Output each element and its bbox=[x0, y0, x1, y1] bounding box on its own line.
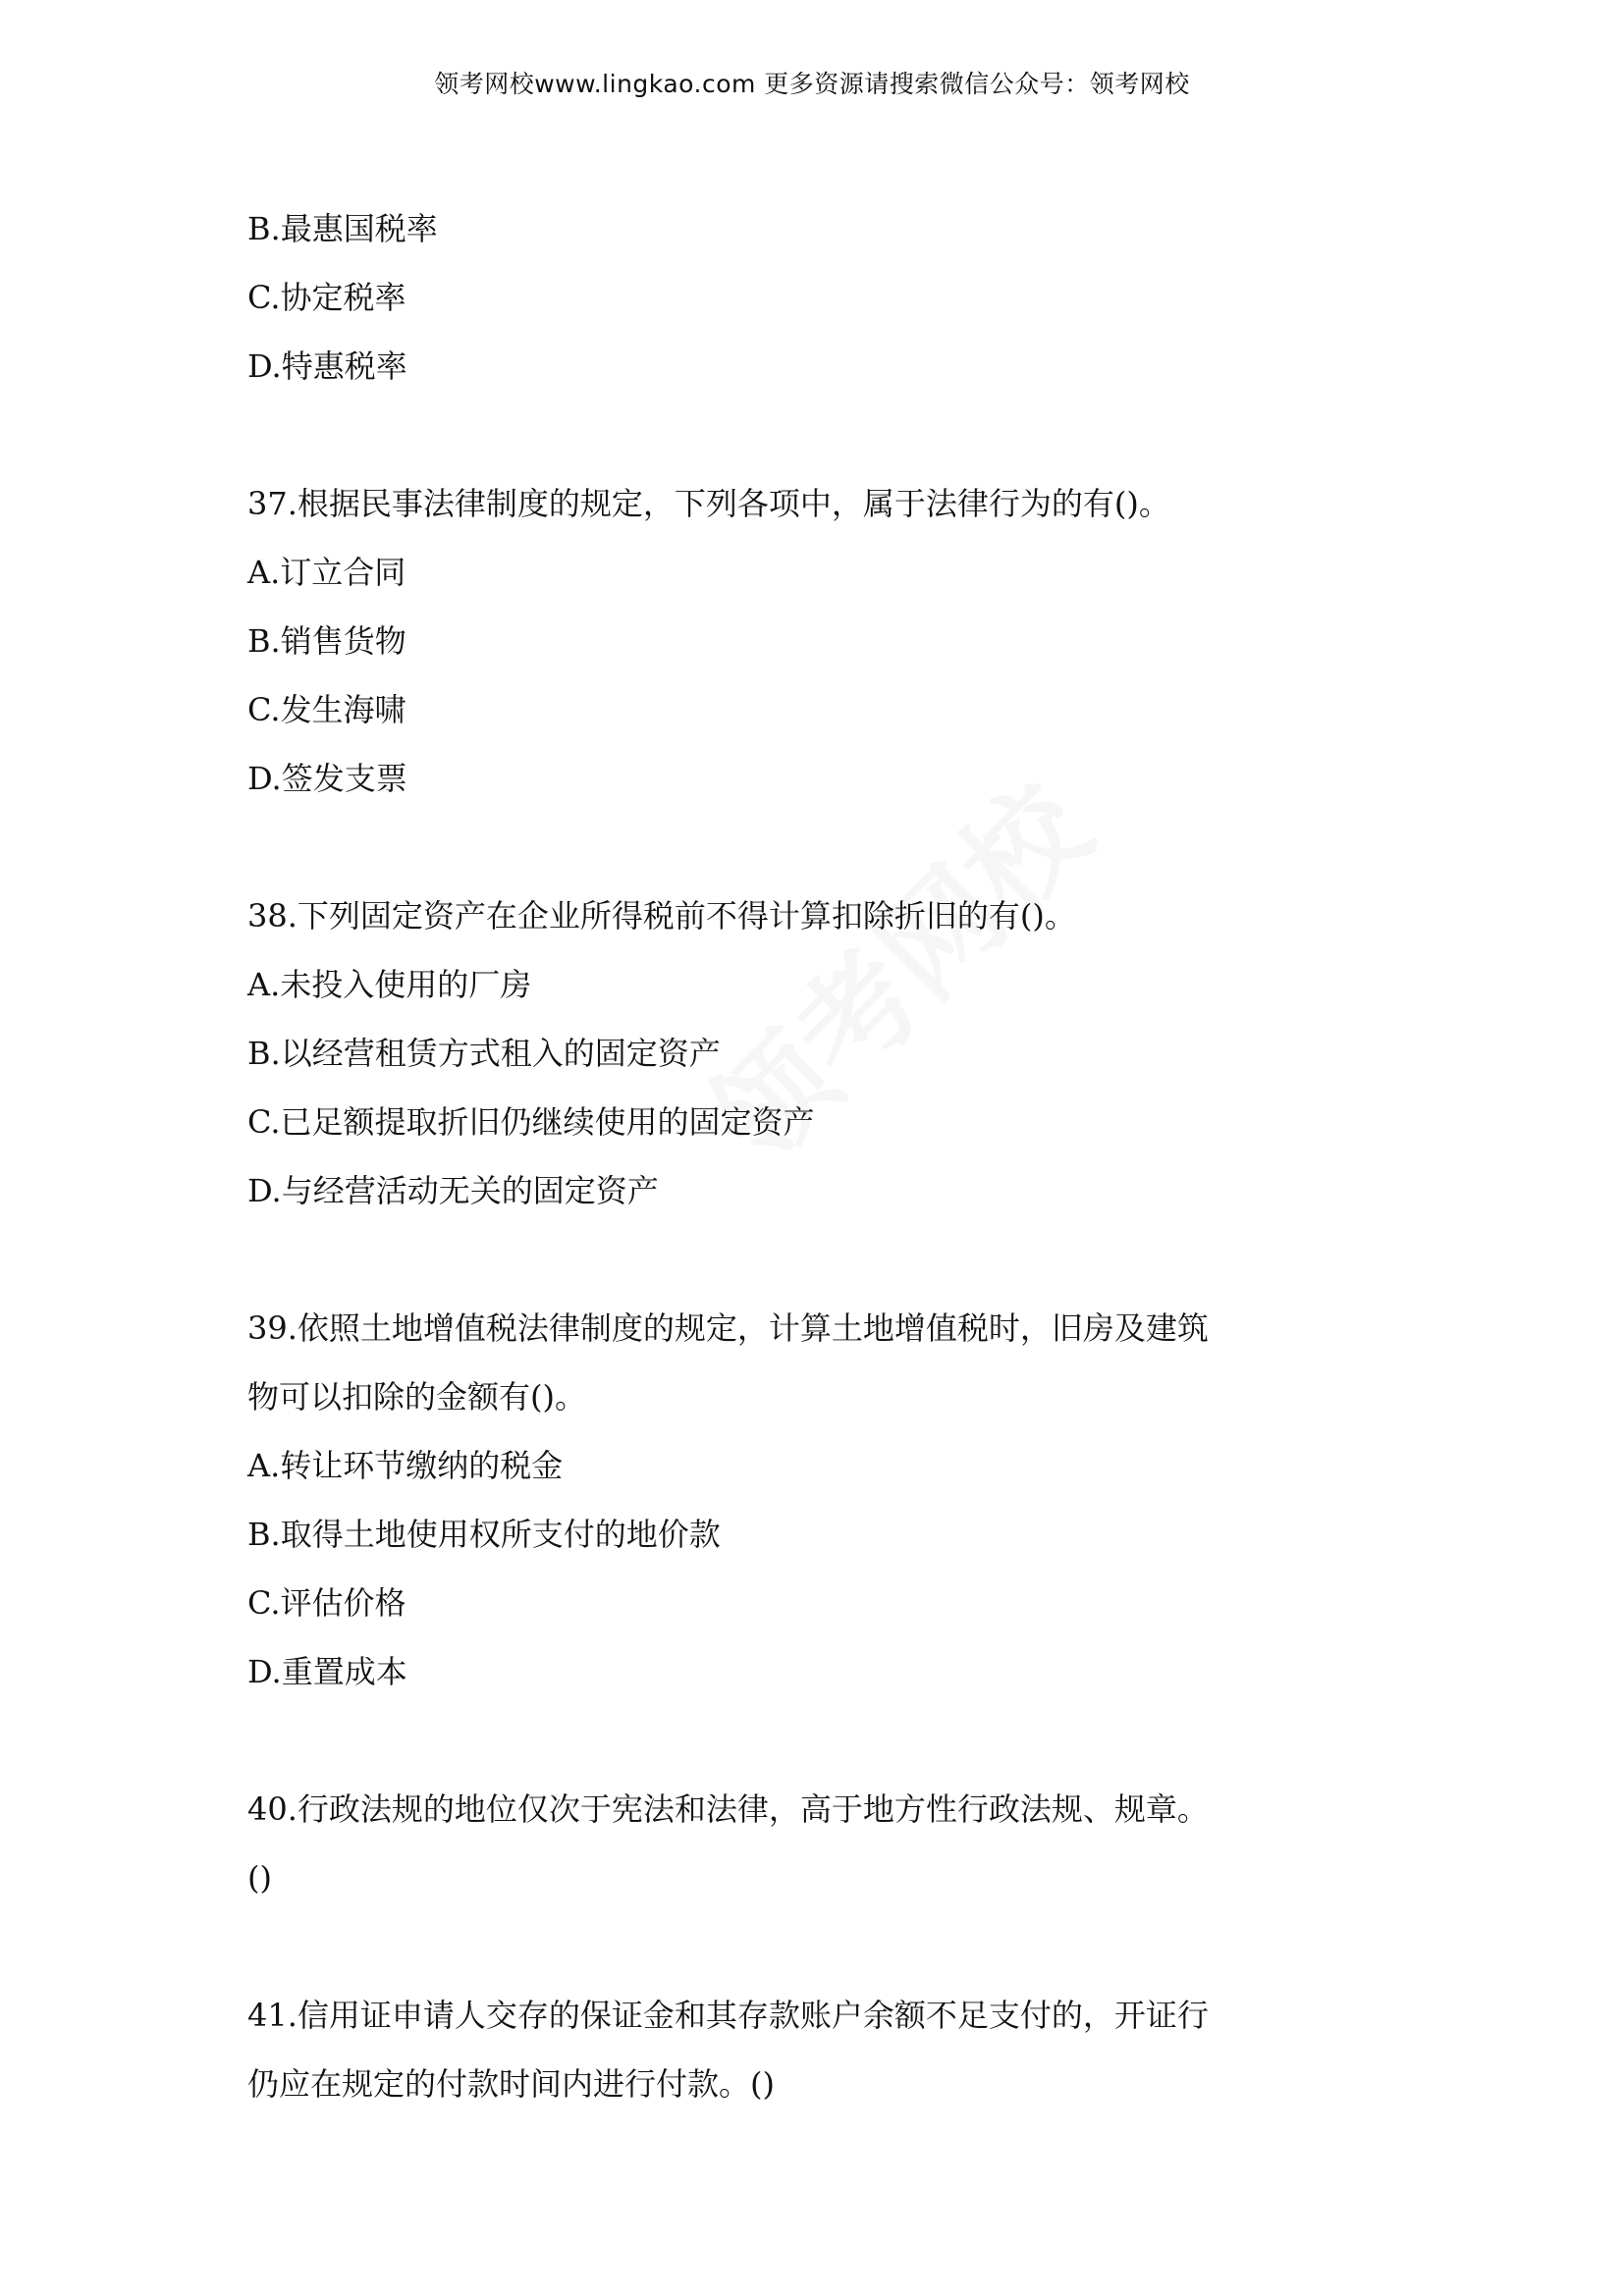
question-39 bbox=[247, 1294, 1269, 1706]
question-41 bbox=[247, 1981, 1269, 2118]
q38-option-d: D.与经营活动无关的固定资产 bbox=[247, 1172, 659, 1209]
question-38 bbox=[247, 881, 1269, 1225]
q38-option-b: B.以经营租赁方式租入的固定资产 bbox=[247, 1035, 721, 1072]
q38-stem: 38.下列固定资产在企业所得税前不得计算扣除折旧的有()。 bbox=[247, 897, 1076, 934]
q39-stem-line2: 物可以扣除的金额有()。 bbox=[247, 1378, 586, 1415]
question-36-tail bbox=[247, 194, 1269, 400]
q37-option-a: A.订立合同 bbox=[247, 554, 406, 591]
q41-stem-line1: 41.信用证申请人交存的保证金和其存款账户余额不足支付的，开证行 bbox=[247, 1997, 1209, 2034]
q39-option-b: B.取得土地使用权所支付的地价款 bbox=[247, 1516, 721, 1553]
q39-option-a: A.转让环节缴纳的税金 bbox=[247, 1447, 564, 1484]
question-37 bbox=[247, 469, 1269, 813]
q38-option-a: A.未投入使用的厂房 bbox=[247, 966, 532, 1003]
q37-option-d: D.签发支票 bbox=[247, 760, 407, 797]
spacer bbox=[247, 400, 1269, 469]
q41-stem-line2: 仍应在规定的付款时间内进行付款。() bbox=[247, 2065, 775, 2103]
page-header: 领考网校www.lingkao.com 更多资源请搜索微信公众号：领考网校 bbox=[434, 70, 1190, 98]
spacer bbox=[247, 813, 1269, 881]
q37-option-b: B.销售货物 bbox=[247, 622, 406, 660]
q40-stem-line1: 40.行政法规的地位仅次于宪法和法律，高于地方性行政法规、规章。 bbox=[247, 1790, 1209, 1828]
q37-stem: 37.根据民事法律制度的规定，下列各项中，属于法律行为的有()。 bbox=[247, 485, 1170, 522]
question-content bbox=[247, 194, 1269, 2118]
question-40 bbox=[247, 1775, 1269, 1912]
q39-option-d: D.重置成本 bbox=[247, 1653, 407, 1690]
q40-stem-line2: () bbox=[247, 1859, 272, 1896]
spacer bbox=[247, 1706, 1269, 1775]
spacer bbox=[247, 1225, 1269, 1294]
q37-option-c: C.发生海啸 bbox=[247, 691, 406, 728]
q36-option-b: B.最惠国税率 bbox=[247, 210, 438, 247]
q36-option-c: C.协定税率 bbox=[247, 279, 406, 316]
q39-stem-line1: 39.依照土地增值税法律制度的规定，计算土地增值税时，旧房及建筑 bbox=[247, 1309, 1209, 1347]
q38-option-c: C.已足额提取折旧仍继续使用的固定资产 bbox=[247, 1103, 815, 1141]
q36-option-d: D.特惠税率 bbox=[247, 347, 407, 385]
q39-option-c: C.评估价格 bbox=[247, 1584, 406, 1622]
spacer bbox=[247, 1912, 1269, 1981]
